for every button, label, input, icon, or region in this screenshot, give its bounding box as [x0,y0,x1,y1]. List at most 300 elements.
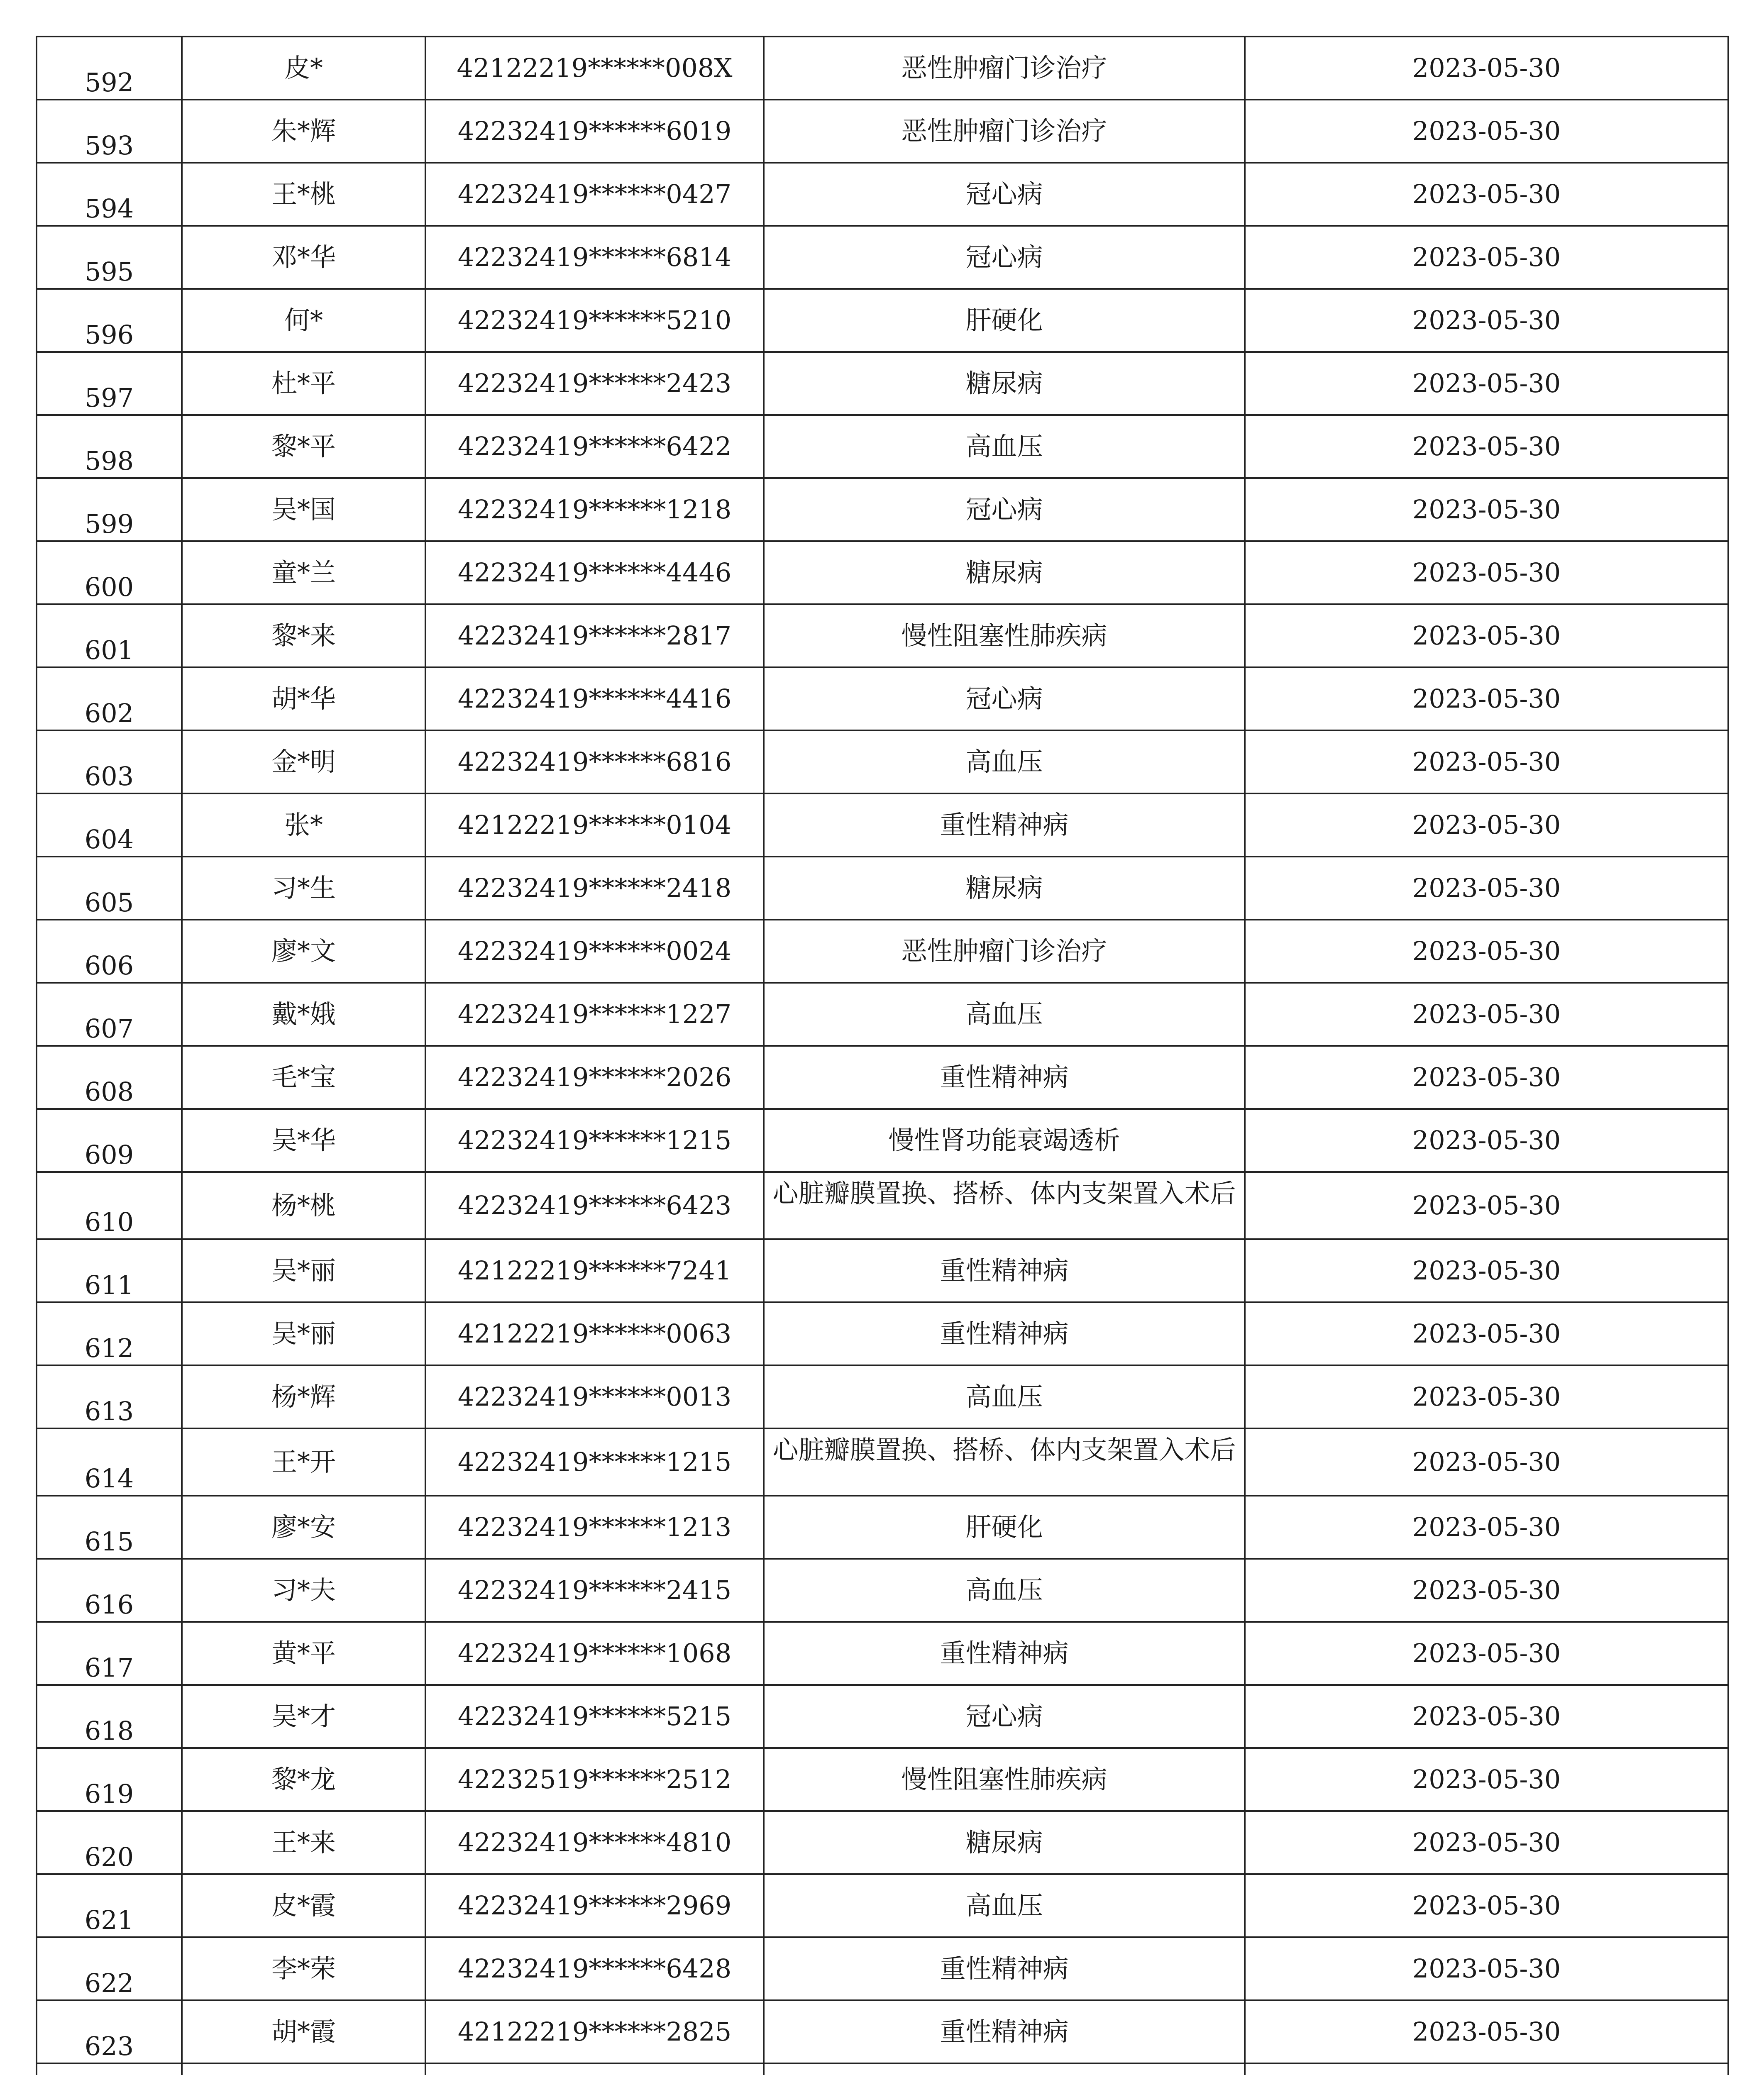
name-cell-text: 黎*龙 [271,1764,336,1794]
table-row [37,37,1728,100]
date-cell-text: 2023-05-30 [1412,620,1561,651]
table-row [37,1046,1728,1109]
disease-cell [764,1685,1245,1748]
date-cell [1245,793,1728,857]
row-number-cell-text: 593 [84,130,134,161]
disease-cell-text: 重性精神病 [940,1062,1069,1092]
id-number-cell-text: 42122219******2825 [457,2016,732,2047]
date-cell [1245,730,1728,793]
date-cell [1245,1496,1728,1559]
disease-cell-text: 重性精神病 [940,1638,1069,1668]
row-number-cell [37,1937,182,2000]
disease-cell [764,415,1245,478]
id-number-cell [425,163,764,226]
name-cell-text: 李*荣 [271,1953,336,1984]
id-number-cell [425,478,764,541]
date-cell [1245,1559,1728,1622]
id-number-cell-text: 42232419******1227 [457,999,732,1029]
id-number-cell-text: 42232419******4446 [457,557,732,588]
date-cell-text: 2023-05-30 [1412,1125,1561,1155]
id-number-cell-text: 42122219******008X [457,53,733,83]
name-cell-text: 金*明 [271,747,336,777]
name-cell [182,1874,425,1937]
row-number-cell [37,667,182,730]
table-row [37,100,1728,163]
name-cell [182,730,425,793]
disease-cell-text: 高血压 [965,1890,1043,1921]
id-number-cell-text: 42232419******4416 [457,684,732,714]
date-cell-text: 2023-05-30 [1412,999,1561,1029]
id-number-cell [425,857,764,920]
id-number-cell [425,415,764,478]
date-cell-text: 2023-05-30 [1412,1890,1561,1921]
date-cell [1245,2063,1728,2075]
disease-cell-text: 心脏瓣膜置换、搭桥、体内支架置入术后 [772,1435,1236,1465]
disease-cell-text: 恶性肿瘤门诊治疗 [901,936,1107,966]
row-number-cell [37,857,182,920]
date-cell-text: 2023-05-30 [1412,116,1561,146]
name-cell [182,100,425,163]
table-row [37,730,1728,793]
date-cell-text: 2023-05-30 [1412,1062,1561,1092]
name-cell [182,415,425,478]
table-row [37,667,1728,730]
date-cell [1245,415,1728,478]
name-cell-text: 童*兰 [271,557,336,588]
name-cell [182,793,425,857]
date-cell-text: 2023-05-30 [1412,179,1561,209]
row-number-cell-text: 610 [84,1207,134,1237]
name-cell-text: 杜*平 [271,368,336,398]
table-row [37,1109,1728,1172]
table-row [37,604,1728,667]
name-cell-text: 习*生 [271,873,336,903]
name-cell-text: 胡*霞 [271,2016,336,2047]
name-cell-text: 吴*丽 [271,1318,336,1349]
row-number-cell-text: 611 [84,1270,134,1300]
date-cell-text: 2023-05-30 [1412,1764,1561,1794]
date-cell-text: 2023-05-30 [1412,1318,1561,1349]
table-row [37,1365,1728,1428]
disease-cell-text: 冠心病 [965,1701,1043,1731]
name-cell [182,1748,425,1811]
disease-cell-text: 高血压 [965,747,1043,777]
name-cell-text: 黄*平 [271,1638,336,1668]
disease-cell [764,541,1245,604]
disease-cell-text: 高血压 [965,999,1043,1029]
date-cell [1245,100,1728,163]
row-number-cell-text: 606 [84,950,134,981]
disease-cell [764,1937,1245,2000]
row-number-cell [37,1748,182,1811]
id-number-cell-text: 42232419******0024 [457,936,732,966]
id-number-cell [425,1559,764,1622]
name-cell [182,1239,425,1302]
table-row [37,793,1728,857]
disease-cell-text: 重性精神病 [940,1953,1069,1984]
row-number-cell-text: 596 [84,320,134,350]
name-cell [182,1622,425,1685]
row-number-cell [37,289,182,352]
disease-cell [764,1874,1245,1937]
id-number-cell-text: 42232419******1068 [457,1638,732,1668]
id-number-cell [425,1365,764,1428]
row-number-cell [37,226,182,289]
date-cell-text: 2023-05-30 [1412,810,1561,840]
row-number-cell-text: 597 [84,383,134,413]
disease-cell [764,1046,1245,1109]
row-number-cell [37,37,182,100]
id-number-cell-text: 42232419******1215 [457,1447,732,1477]
disease-cell [764,289,1245,352]
date-cell [1245,541,1728,604]
row-number-cell-text: 605 [84,887,134,918]
name-cell [182,163,425,226]
id-number-cell-text: 42232419******1213 [457,1512,732,1542]
row-number-cell [37,1874,182,1937]
disease-cell [764,920,1245,983]
disease-cell-text: 重性精神病 [940,810,1069,840]
name-cell-text: 王*开 [271,1447,336,1477]
date-cell-text: 2023-05-30 [1412,53,1561,83]
disease-cell [764,604,1245,667]
disease-cell-text: 肝硬化 [965,305,1043,335]
disease-cell-text: 恶性肿瘤门诊治疗 [901,116,1107,146]
name-cell [182,478,425,541]
row-number-cell [37,2000,182,2063]
name-cell-text: 黎*来 [271,620,336,651]
disease-cell-text: 冠心病 [965,684,1043,714]
row-number-cell-text: 600 [84,572,134,602]
date-cell [1245,1365,1728,1428]
date-cell [1245,226,1728,289]
date-cell [1245,1685,1728,1748]
table-row [37,857,1728,920]
date-cell-text: 2023-05-30 [1412,936,1561,966]
id-number-cell-text: 42122219******7241 [457,1255,732,1286]
row-number-cell [37,1559,182,1622]
id-number-cell-text: 42232419******5210 [457,305,732,335]
table-row [37,1685,1728,1748]
date-cell-text: 2023-05-30 [1412,242,1561,272]
id-number-cell-text: 42232419******2817 [457,620,732,651]
id-number-cell-text: 42232419******2415 [457,1575,732,1605]
row-number-cell [37,541,182,604]
date-cell-text: 2023-05-30 [1412,1512,1561,1542]
name-cell [182,1496,425,1559]
name-cell-text: 王*桃 [271,179,336,209]
disease-cell [764,1559,1245,1622]
id-number-cell [425,2000,764,2063]
disease-cell-text: 慢性阻塞性肺疾病 [901,620,1107,651]
date-cell-text: 2023-05-30 [1412,1447,1561,1477]
row-number-cell [37,604,182,667]
id-number-cell [425,1874,764,1937]
name-cell-text: 何* [284,305,323,335]
disease-cell [764,1302,1245,1365]
disease-cell [764,983,1245,1046]
date-cell-text: 2023-05-30 [1412,494,1561,525]
row-number-cell-text: 599 [84,509,134,539]
row-number-cell [37,163,182,226]
id-number-cell [425,730,764,793]
name-cell [182,1172,425,1239]
table-row [37,1428,1728,1496]
name-cell [182,541,425,604]
id-number-cell-text: 42232419******6423 [457,1190,732,1221]
table-row [37,541,1728,604]
date-cell [1245,857,1728,920]
id-number-cell-text: 42232419******4810 [457,1827,732,1858]
row-number-cell [37,1365,182,1428]
name-cell-text: 毛*宝 [271,1062,336,1092]
name-cell [182,226,425,289]
id-number-cell-text: 42232419******2423 [457,368,732,398]
row-number-cell-text: 622 [84,1968,134,1998]
table-row [37,1811,1728,1874]
row-number-cell [37,1239,182,1302]
table-row [37,2063,1728,2075]
row-number-cell-text: 614 [84,1463,134,1494]
date-cell [1245,352,1728,415]
disease-cell-text: 重性精神病 [940,2016,1069,2047]
id-number-cell [425,793,764,857]
table-row [37,478,1728,541]
id-number-cell [425,920,764,983]
id-number-cell-text: 42232419******2418 [457,873,732,903]
table-row [37,415,1728,478]
id-number-cell-text: 42232419******5215 [457,1701,732,1731]
id-number-cell-text: 42232419******6816 [457,747,732,777]
id-number-cell-text: 42232419******0013 [457,1382,732,1412]
row-number-cell [37,1811,182,1874]
row-number-cell-text: 604 [84,824,134,854]
table-row [37,1302,1728,1365]
row-number-cell [37,793,182,857]
name-cell [182,2000,425,2063]
date-cell-text: 2023-05-30 [1412,1382,1561,1412]
name-cell-text: 习*夫 [271,1575,336,1605]
row-number-cell-text: 613 [84,1396,134,1426]
disease-cell [764,163,1245,226]
name-cell [182,1937,425,2000]
name-cell-text: 戴*娥 [271,999,336,1029]
name-cell-text: 王*来 [271,1827,336,1858]
disease-cell-text: 重性精神病 [940,1255,1069,1286]
row-number-cell [37,1109,182,1172]
date-cell [1245,604,1728,667]
id-number-cell-text: 42232419******6428 [457,1953,732,1984]
date-cell-text: 2023-05-30 [1412,431,1561,461]
name-cell [182,1811,425,1874]
table-row [37,983,1728,1046]
row-number-cell [37,920,182,983]
disease-cell-text: 恶性肿瘤门诊治疗 [901,53,1107,83]
disease-cell [764,730,1245,793]
table-row [37,289,1728,352]
name-cell-text: 胡*华 [271,684,336,714]
id-number-cell [425,100,764,163]
disease-cell [764,1622,1245,1685]
name-cell-text: 吴*华 [271,1125,336,1155]
row-number-cell [37,352,182,415]
disease-cell-text: 糖尿病 [965,368,1043,398]
id-number-cell [425,2063,764,2075]
row-number-cell-text: 615 [84,1526,134,1557]
id-number-cell [425,1172,764,1239]
row-number-cell-text: 617 [84,1653,134,1683]
row-number-cell-text: 603 [84,761,134,791]
row-number-cell-text: 623 [84,2031,134,2061]
disease-cell-text: 心脏瓣膜置换、搭桥、体内支架置入术后 [772,1179,1236,1208]
table-row [37,226,1728,289]
name-cell-text: 吴*国 [271,494,336,525]
name-cell-text: 邓*华 [271,242,336,272]
name-cell-text: 廖*安 [271,1512,336,1542]
id-number-cell [425,667,764,730]
row-number-cell-text: 592 [84,67,134,98]
name-cell [182,667,425,730]
disease-cell-text: 糖尿病 [965,1827,1043,1858]
disease-cell [764,2000,1245,2063]
row-number-cell [37,478,182,541]
id-number-cell [425,983,764,1046]
id-number-cell [425,37,764,100]
name-cell [182,1365,425,1428]
date-cell [1245,983,1728,1046]
row-number-cell [37,730,182,793]
name-cell-text: 皮* [284,53,323,83]
date-cell [1245,2000,1728,2063]
row-number-cell-text: 601 [84,635,134,665]
records-table-body [37,37,1728,2075]
disease-cell-text: 冠心病 [965,494,1043,525]
row-number-cell-text: 608 [84,1077,134,1107]
date-cell-text: 2023-05-30 [1412,305,1561,335]
table-row [37,2000,1728,2063]
disease-cell-text: 冠心病 [965,242,1043,272]
id-number-cell-text: 42232419******6019 [457,116,732,146]
table-row [37,1622,1728,1685]
id-number-cell-text: 42232419******2969 [457,1890,732,1921]
id-number-cell [425,1748,764,1811]
name-cell-text: 黎*平 [271,431,336,461]
name-cell [182,857,425,920]
name-cell [182,983,425,1046]
id-number-cell [425,1239,764,1302]
row-number-cell-text: 620 [84,1842,134,1872]
name-cell [182,1302,425,1365]
id-number-cell [425,352,764,415]
date-cell-text: 2023-05-30 [1412,1575,1561,1605]
name-cell-text: 朱*辉 [271,116,336,146]
table-row [37,1496,1728,1559]
disease-cell-text: 肝硬化 [965,1512,1043,1542]
disease-cell-text: 慢性阻塞性肺疾病 [901,1764,1107,1794]
disease-cell [764,1109,1245,1172]
name-cell [182,1559,425,1622]
name-cell [182,37,425,100]
row-number-cell [37,1622,182,1685]
disease-cell [764,1811,1245,1874]
date-cell-text: 2023-05-30 [1412,1827,1561,1858]
date-cell [1245,1172,1728,1239]
date-cell [1245,1811,1728,1874]
row-number-cell-text: 612 [84,1333,134,1363]
table-row [37,352,1728,415]
date-cell [1245,1622,1728,1685]
table-row [37,163,1728,226]
date-cell-text: 2023-05-30 [1412,1701,1561,1731]
disease-cell-text: 冠心病 [965,179,1043,209]
date-cell [1245,1428,1728,1496]
disease-cell-text: 糖尿病 [965,873,1043,903]
date-cell [1245,1302,1728,1365]
id-number-cell [425,604,764,667]
date-cell [1245,1239,1728,1302]
id-number-cell [425,1109,764,1172]
id-number-cell [425,1685,764,1748]
row-number-cell-text: 602 [84,698,134,728]
table-row [37,1239,1728,1302]
name-cell-text: 吴*才 [271,1701,336,1731]
id-number-cell-text: 42232419******2026 [457,1062,732,1092]
date-cell [1245,1109,1728,1172]
disease-cell [764,667,1245,730]
date-cell [1245,1046,1728,1109]
disease-cell [764,100,1245,163]
date-cell-text: 2023-05-30 [1412,684,1561,714]
disease-cell-text: 高血压 [965,1382,1043,1412]
id-number-cell [425,1622,764,1685]
name-cell [182,352,425,415]
disease-cell [764,1172,1245,1239]
name-cell [182,289,425,352]
row-number-cell-text: 598 [84,446,134,476]
row-number-cell-text: 595 [84,256,134,287]
table-row [37,1937,1728,2000]
disease-cell-text: 重性精神病 [940,1318,1069,1349]
disease-cell [764,1365,1245,1428]
date-cell [1245,163,1728,226]
row-number-cell [37,1302,182,1365]
row-number-cell-text: 621 [84,1905,134,1935]
disease-cell [764,793,1245,857]
date-cell-text: 2023-05-30 [1412,1255,1561,1286]
name-cell-text: 杨*辉 [271,1382,336,1412]
id-number-cell [425,226,764,289]
date-cell [1245,920,1728,983]
row-number-cell-text: 618 [84,1716,134,1746]
date-cell-text: 2023-05-30 [1412,557,1561,588]
row-number-cell [37,1046,182,1109]
id-number-cell-text: 42232419******6422 [457,431,732,461]
id-number-cell-text: 42122219******0104 [457,810,732,840]
date-cell [1245,1874,1728,1937]
row-number-cell [37,983,182,1046]
table-row [37,1748,1728,1811]
date-cell [1245,1748,1728,1811]
row-number-cell [37,1172,182,1239]
date-cell [1245,667,1728,730]
date-cell-text: 2023-05-30 [1412,2016,1561,2047]
name-cell [182,1046,425,1109]
name-cell [182,1428,425,1496]
table-row [37,1874,1728,1937]
id-number-cell [425,1428,764,1496]
id-number-cell-text: 42232519******2512 [457,1764,732,1794]
records-table [36,36,1729,2075]
